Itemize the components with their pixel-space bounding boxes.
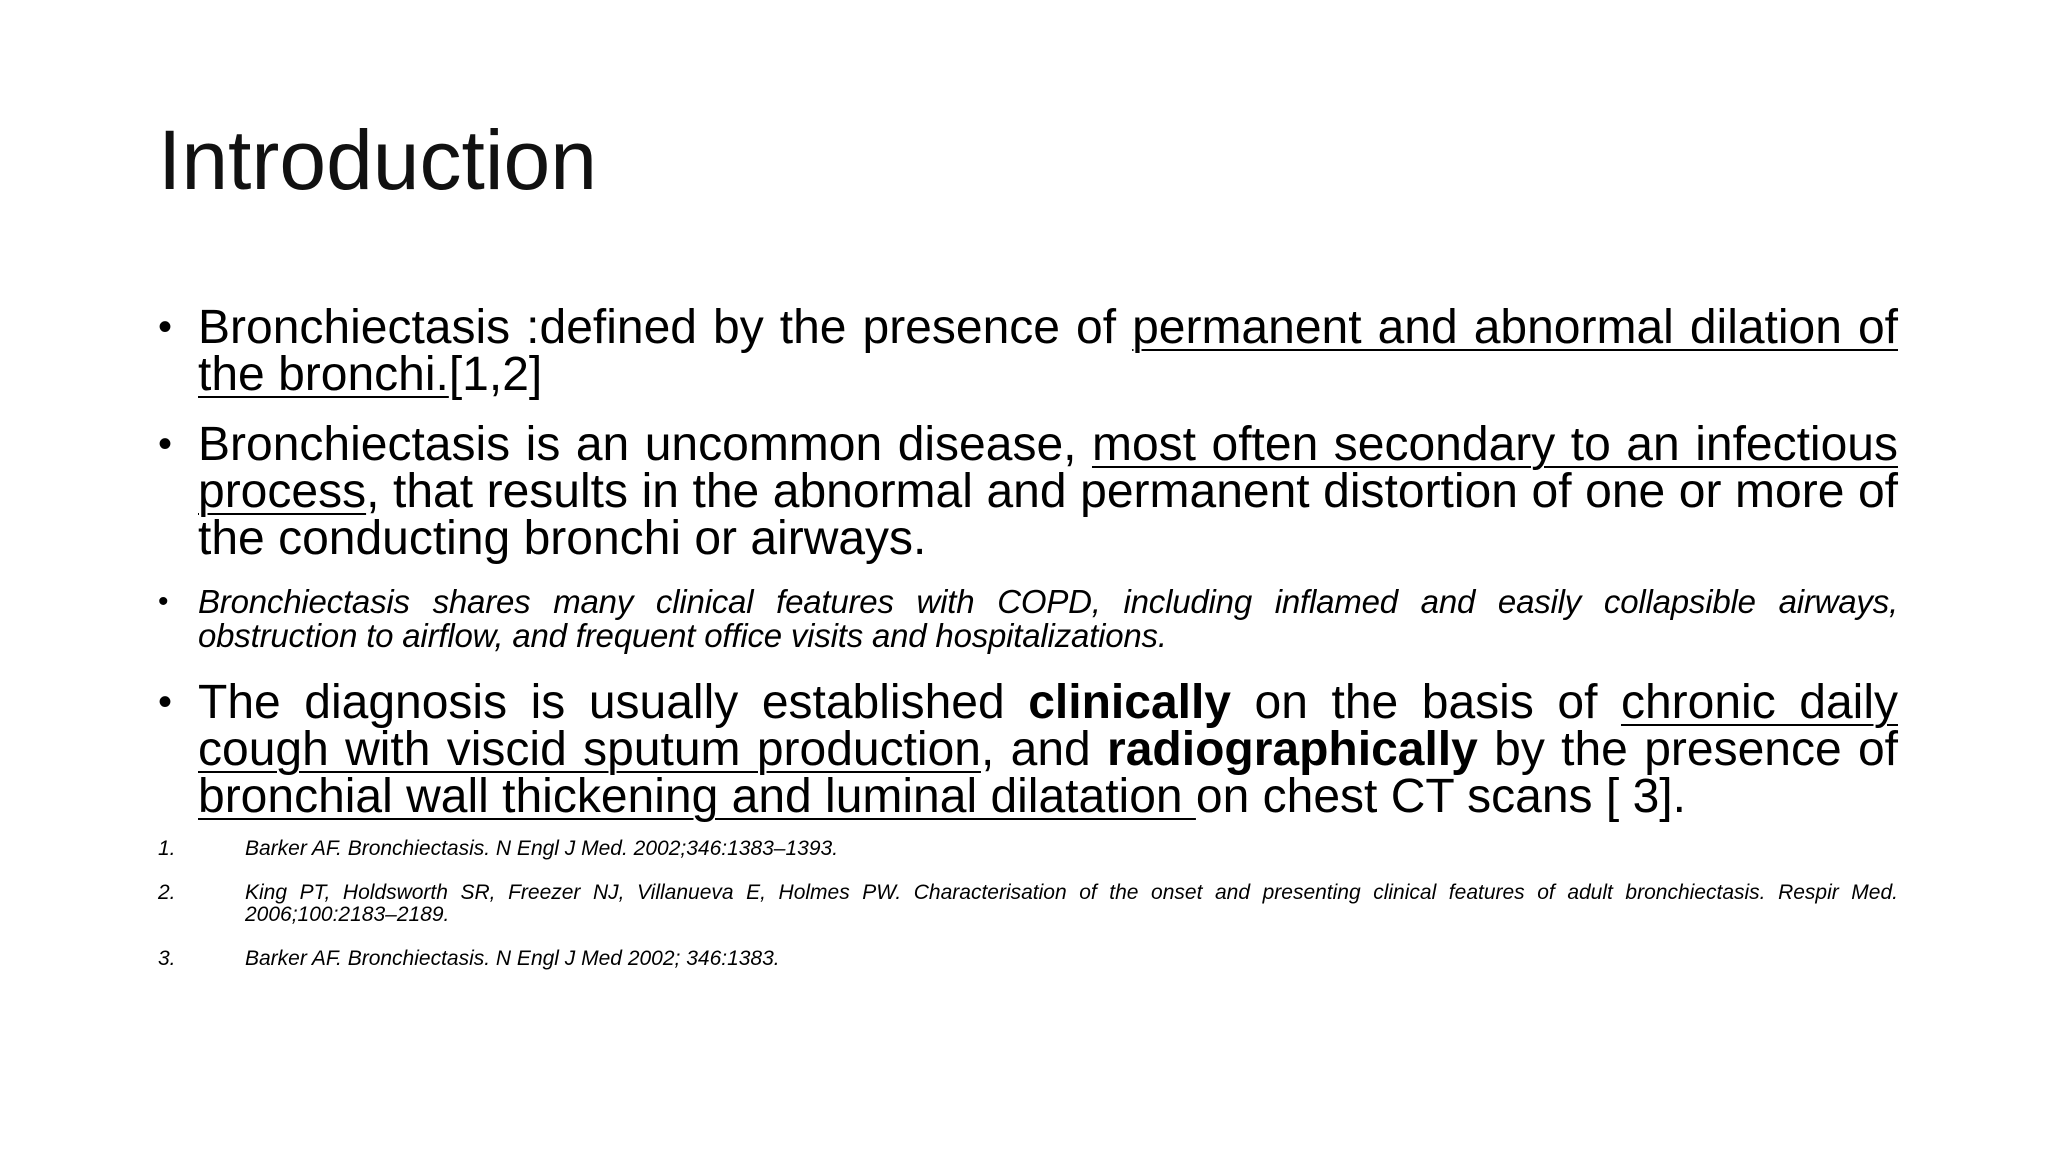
bullet-disease-description <box>158 418 1898 565</box>
reference-item <box>158 838 1898 860</box>
underlined-text: permanent and abnormal dilation of the bronchi. <box>198 301 1898 401</box>
bold-text: clinically <box>1028 676 1231 729</box>
bullet-marker: • <box>158 305 173 349</box>
bullet-text: , that results in the abnormal and permanent distortion of one or more of the conducting bronchi or airways. <box>198 465 1898 565</box>
bullet-copd-comparison <box>158 585 1898 653</box>
underlined-text: chronic daily cough with viscid sputum production <box>198 676 1898 776</box>
bullet-list <box>158 301 1898 843</box>
bullet-text: The diagnosis is usually established <box>198 676 1029 729</box>
bullet-marker: • <box>158 680 173 724</box>
underlined-text: most often secondary to an infectious process <box>198 418 1898 518</box>
bullet-text: by the presence of <box>1477 723 1898 776</box>
bullet-marker: • <box>158 422 173 466</box>
bold-text: radiographically <box>1107 723 1478 776</box>
bullet-text: on chest CT scans [ 3]. <box>1195 770 1686 823</box>
bullet-text: Bronchiectasis shares many clinical features with COPD, including inflamed and easily collapsible airways, obstruction to airflow, and frequent office visits and hospitalizations. <box>198 583 1898 654</box>
underlined-text: bronchial wall thickening and luminal dilatation <box>198 770 1196 823</box>
reference-text: Barker AF. Bronchiectasis. N Engl J Med 2002; 346:1383. <box>245 947 780 970</box>
citation: [1,2] <box>448 348 543 401</box>
bullet-text: , and <box>980 723 1108 776</box>
bullet-text: on the basis of <box>1231 676 1621 729</box>
reference-text: Barker AF. Bronchiectasis. N Engl J Med. 2002;346:1383–1393. <box>245 837 839 860</box>
bullet-marker: • <box>158 585 169 618</box>
reference-text: King PT, Holdsworth SR, Freezer NJ, Villanueva E, Holmes PW. Characterisation of the onset and presenting clinical features of adult bronchiectasis. Respir Med. 2006;100:2183–2189. <box>245 881 1898 926</box>
reference-item <box>158 882 1898 926</box>
slide-title: Introduction <box>158 113 597 207</box>
bullet-diagnosis <box>158 676 1898 823</box>
reference-list <box>158 838 1898 992</box>
bullet-text: Bronchiectasis :defined by the presence of <box>198 301 1133 354</box>
reference-number: 2. <box>158 881 176 904</box>
reference-number: 1. <box>158 837 176 860</box>
bullet-text: Bronchiectasis is an uncommon disease, <box>198 418 1092 471</box>
bullet-definition <box>158 301 1898 401</box>
reference-number: 3. <box>158 947 176 970</box>
reference-item <box>158 948 1898 970</box>
